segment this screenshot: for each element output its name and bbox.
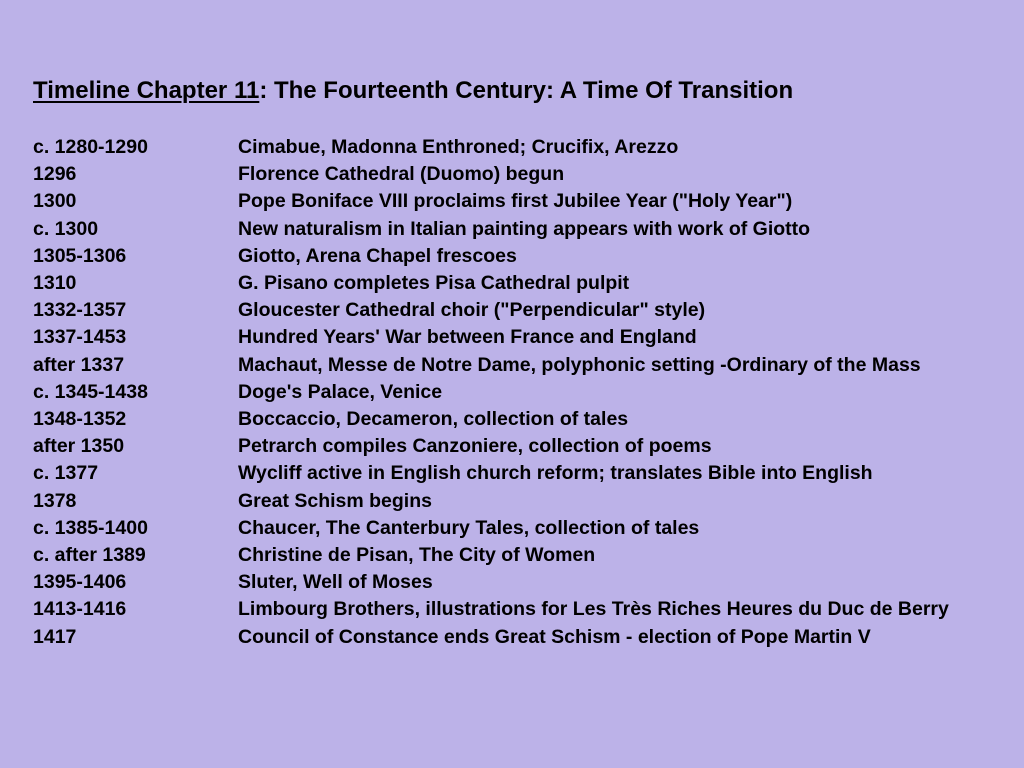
timeline-event: Cimabue, Madonna Enthroned; Crucifix, Arezzo — [238, 136, 679, 158]
timeline-row — [33, 515, 1004, 542]
timeline-date: c. 1280-1290 — [33, 136, 148, 158]
timeline-row — [33, 596, 1004, 623]
timeline-row — [33, 216, 1004, 243]
timeline-date: c. 1345-1438 — [33, 380, 148, 403]
timeline-event: Council of Constance ends Great Schism - election of Pope Martin V — [238, 625, 871, 648]
timeline-row — [33, 460, 1004, 487]
timeline-event: G. Pisano completes Pisa Cathedral pulpit — [238, 272, 630, 295]
timeline-event: New naturalism in Italian painting appears with work of Giotto — [238, 217, 811, 240]
page-title — [33, 76, 1004, 106]
timeline-date: 1296 — [33, 163, 77, 186]
title-underlined-part: Timeline Chapter 11 — [33, 77, 260, 104]
timeline-row — [33, 379, 1004, 406]
title-rest: : The Fourteenth Century: A Time Of Transition — [259, 77, 794, 104]
timeline-event: Machaut, Messe de Notre Dame, polyphonic setting -Ordinary of the Mass — [238, 353, 921, 376]
timeline-date: c. 1385-1400 — [33, 516, 148, 539]
timeline-event: Sluter, Well of Moses — [238, 571, 433, 594]
timeline-event: Hundred Years' War between France and England — [238, 326, 697, 349]
timeline-date: 1413-1416 — [33, 598, 127, 621]
timeline-row — [33, 270, 1004, 297]
timeline-date: 1417 — [33, 625, 77, 648]
timeline-date: 1337-1453 — [33, 326, 127, 349]
timeline-row — [33, 542, 1004, 569]
timeline-event: Chaucer, The Canterbury Tales, collection of tales — [238, 516, 700, 539]
timeline-row — [33, 569, 1004, 596]
timeline-date: 1305-1306 — [33, 244, 127, 267]
timeline-row — [33, 488, 1004, 515]
timeline-row — [33, 161, 1004, 188]
timeline-date: 1300 — [33, 190, 77, 213]
timeline-row — [33, 624, 1004, 651]
timeline-event: Florence Cathedral (Duomo) begun — [238, 163, 565, 186]
timeline-date: 1378 — [33, 489, 77, 512]
timeline-list — [33, 134, 1004, 651]
timeline-date: c. 1377 — [33, 462, 99, 485]
timeline-row — [33, 406, 1004, 433]
timeline-date: 1310 — [33, 272, 77, 295]
timeline-event: Boccaccio, Decameron, collection of tales — [238, 408, 629, 431]
timeline-date: 1395-1406 — [33, 571, 127, 594]
timeline-date: after 1350 — [33, 435, 125, 458]
timeline-row — [33, 134, 1004, 161]
timeline-event: Pope Boniface VIII proclaims first Jubilee Year ("Holy Year") — [238, 190, 793, 213]
timeline-event: Doge's Palace, Venice — [238, 380, 443, 403]
timeline-event: Wycliff active in English church reform; translates Bible into English — [238, 462, 873, 485]
timeline-date: 1348-1352 — [33, 408, 127, 431]
timeline-event: Gloucester Cathedral choir ("Perpendicular" style) — [238, 299, 706, 322]
timeline-row — [33, 243, 1004, 270]
timeline-date: 1332-1357 — [33, 299, 127, 322]
timeline-event: Great Schism begins — [238, 489, 432, 512]
timeline-event: Limbourg Brothers, illustrations for Les Très Riches Heures du Duc de Berry — [238, 598, 949, 621]
timeline-event: Giotto, Arena Chapel frescoes — [238, 244, 517, 267]
timeline-row — [33, 352, 1004, 379]
timeline-event: Christine de Pisan, The City of Women — [238, 544, 596, 567]
timeline-row — [33, 433, 1004, 460]
timeline-date: c. after 1389 — [33, 544, 146, 567]
timeline-row — [33, 297, 1004, 324]
timeline-date: after 1337 — [33, 353, 125, 376]
timeline-date: c. 1300 — [33, 217, 99, 240]
timeline-row — [33, 324, 1004, 351]
timeline-event: Petrarch compiles Canzoniere, collection of poems — [238, 435, 712, 458]
timeline-row — [33, 188, 1004, 215]
